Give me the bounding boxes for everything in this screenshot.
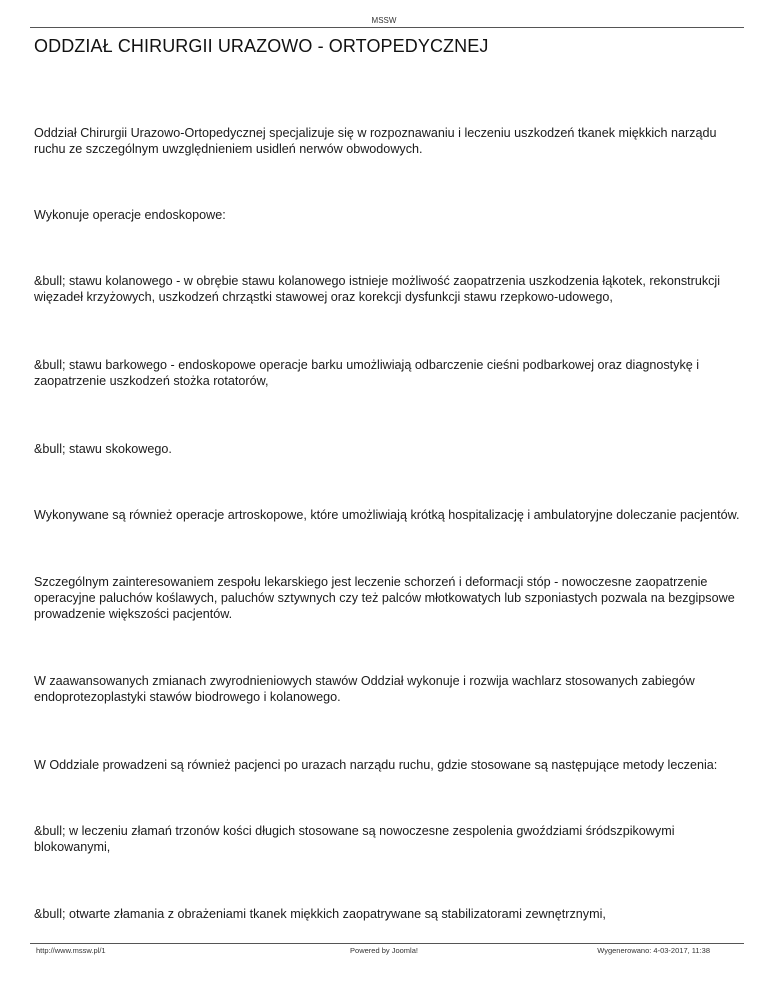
paragraph-endoprosthesis: W zaawansowanych zmianach zwyrodnieniowych stawów Oddział wykonuje i rozwija wachlarz stosowanych zabiegów endoprotezoplastyki stawów biodrowego i kolanowego. — [34, 674, 695, 704]
list-item-shoulder: &bull; stawu barkowego - endoskopowe operacje barku umożliwiają odbarczenie cieśni podbarkowej oraz diagnostykę i zaopatrzenie uszkodzeń stożka rotatorów, — [34, 358, 700, 388]
list-item-knee: &bull; stawu kolanowego - w obrębie stawu kolanowego istnieje możliwość zaopatrzenia uszkodzenia łąkotek, rekonstrukcji więzadeł krzyżowych, uszkodzeń chrząstki stawowej oraz korekcji dysfunkcji stawu rzepkowo-udowego, — [34, 274, 721, 304]
footer-powered-by: Powered by Joomla! — [350, 946, 418, 955]
paragraph-arthroscopy: Wykonywane są również operacje artroskopowe, które umożliwiają krótką hospitalizację i ambulatoryjne doleczanie pacjentów. — [34, 508, 740, 522]
footer-url-link[interactable]: http://www.mssw.pl/1 — [36, 946, 106, 955]
list-item-fractures: &bull; w leczeniu złamań trzonów kości długich stosowane są nowoczesne zespolenia gwoździami śródszpikowymi blokowanymi, — [34, 824, 675, 854]
paragraph-trauma: W Oddziale prowadzeni są również pacjenci po urazach narządu ruchu, gdzie stosowane są następujące metody leczenia: — [34, 758, 718, 772]
footer-generated-date: Wygenerowano: 4-03-2017, 11:38 — [597, 946, 710, 955]
header-site-name: MSSW — [371, 16, 397, 25]
paragraph-feet: Szczególnym zainteresowaniem zespołu lekarskiego jest leczenie schorzeń i deformacji stóp - nowoczesne zaopatrzenie operacyjne paluchów koślawych, paluchów sztywnych czy też palców młotkowatych lub szponiastych pozwala na bezgipsowe prowadzenie większości pacjentów. — [34, 575, 735, 621]
paragraph-intro: Oddział Chirurgii Urazowo-Ortopedycznej specjalizuje się w rozpoznawaniu i leczeniu uszkodzeń tkanek miękkich narządu ruchu ze szczególnym uwzględnieniem usidleń nerwów obwodowych. — [34, 126, 717, 156]
list-item-open-fractures: &bull; otwarte złamania z obrażeniami tkanek miękkich zaopatrywane są stabilizatorami zewnętrznymi, — [34, 907, 606, 921]
paragraph-endoscopic-heading: Wykonuje operacje endoskopowe: — [34, 208, 226, 222]
header-divider — [30, 27, 744, 28]
list-item-ankle: &bull; stawu skokowego. — [34, 442, 172, 456]
footer-divider — [30, 943, 744, 944]
page-title: ODDZIAŁ CHIRURGII URAZOWO - ORTOPEDYCZNEJ — [34, 36, 489, 56]
